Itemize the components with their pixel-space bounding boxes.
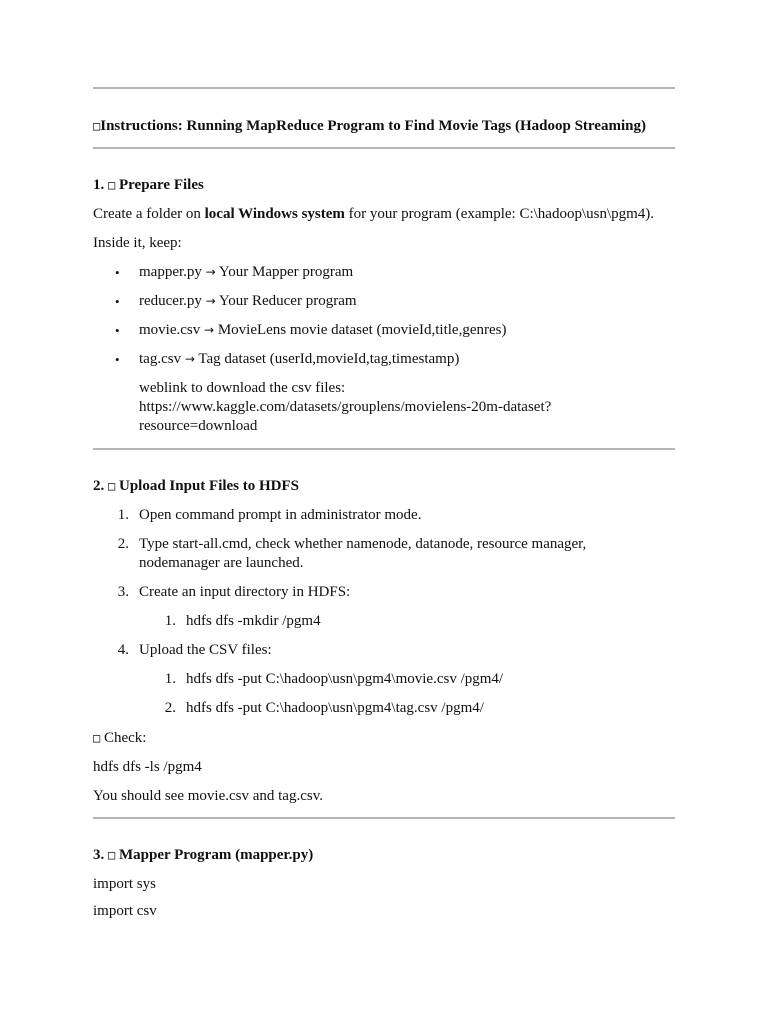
arrow-right-icon: →: [184, 352, 195, 366]
divider: [93, 147, 675, 149]
arrow-right-icon: →: [205, 294, 216, 308]
list-item-continued: nodemanager are launched.: [139, 555, 304, 571]
weblink-label: weblink to download the csv files:: [139, 380, 346, 396]
section-title: Mapper Program (mapper.py): [118, 847, 314, 863]
divider: [93, 448, 675, 450]
upload-icon: □: [108, 479, 116, 493]
section-number: 3.: [93, 847, 105, 863]
section-title: Prepare Files: [118, 177, 204, 193]
section-number: 1.: [93, 177, 105, 193]
section-number: 2.: [93, 478, 105, 494]
code-icon: □: [108, 848, 116, 862]
weblink-url-continued[interactable]: resource=download: [139, 418, 258, 434]
section-2-heading: [93, 477, 299, 496]
check-label: □ Check:: [93, 730, 147, 746]
section-1-heading: [93, 176, 204, 195]
section-title: Upload Input Files to HDFS: [118, 478, 300, 494]
folder-icon: □: [108, 178, 116, 192]
paragraph: Create a folder on local Windows system for your program (example: C:\hadoop\usn\pgm4).: [93, 206, 655, 222]
divider: [93, 87, 675, 89]
clipboard-icon: □: [93, 119, 101, 133]
page-title-text: Instructions: Running MapReduce Program to Find Movie Tags (Hadoop Streaming): [100, 118, 646, 134]
checkmark-icon: □: [93, 731, 101, 745]
arrow-right-icon: →: [204, 323, 215, 337]
section-3-heading: [93, 846, 313, 865]
bullet-icon: •: [115, 265, 120, 280]
page-title: [93, 117, 646, 136]
bullet-icon: •: [115, 352, 120, 367]
divider: [93, 817, 675, 819]
bullet-icon: •: [115, 294, 120, 309]
bullet-icon: •: [115, 323, 120, 338]
arrow-right-icon: →: [205, 265, 216, 279]
weblink-url[interactable]: https://www.kaggle.com/datasets/grouplens/movielens-20m-dataset?: [139, 399, 552, 415]
check-command: hdfs dfs -ls /pgm4: [93, 759, 202, 775]
check-result: You should see movie.csv and tag.csv.: [93, 788, 323, 804]
code-line: import sys: [93, 876, 156, 892]
paragraph: Inside it, keep:: [93, 235, 182, 251]
code-line: import csv: [93, 903, 157, 919]
